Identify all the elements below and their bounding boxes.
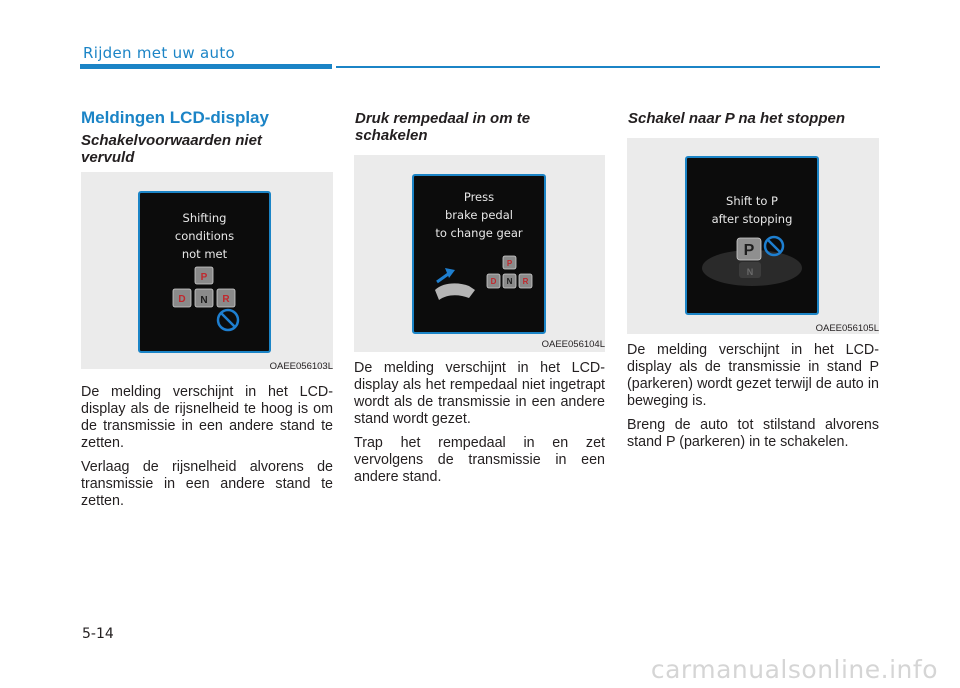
paragraph: De melding verschijnt in het LCD-display als de transmissie in stand P (parkeren) wordt gezet terwijl de auto in beweging is. xyxy=(627,342,879,409)
gear-label-d: D xyxy=(490,277,497,286)
screen-message: Shifting conditions not met xyxy=(174,211,235,261)
subhead-shifting-conditions: Schakelvoorwaarden niet vervuld xyxy=(81,132,262,166)
prohibition-icon xyxy=(218,310,238,330)
paragraph: De melding verschijnt in het LCD-display als de rijsnelheid te hoog is om de transmissie in een andere stand te zetten. xyxy=(81,384,333,451)
body-text-col1 xyxy=(81,384,333,517)
page-number: 5-14 xyxy=(82,626,114,642)
gear-label-r: R xyxy=(522,277,529,286)
paragraph: Verlaag de rijsnelheid alvorens de transmissie in een andere stand te zetten. xyxy=(81,459,333,509)
gear-label-d: D xyxy=(177,294,186,305)
figure-shifting-conditions xyxy=(81,172,333,372)
figure-code: OAEE056103L xyxy=(269,361,333,372)
foot-pedal-icon xyxy=(435,268,475,300)
paragraph: De melding verschijnt in het LCD-display als het rempedaal niet ingetrapt wordt als de transmissie in een andere stand wordt gezet. xyxy=(354,360,605,427)
gear-label-p: P xyxy=(743,242,755,259)
screen-message: Shift to P after stopping xyxy=(711,194,793,226)
gear-label-n: N xyxy=(746,267,754,277)
screen-message: Press brake pedal to change gear xyxy=(435,190,523,240)
gear-selector-icon xyxy=(697,228,807,288)
paragraph: Trap het rempedaal in en zet vervolgens de transmissie in een andere stand. xyxy=(354,435,605,485)
header-rule-thin xyxy=(336,66,880,68)
header-rule-thick xyxy=(80,64,332,69)
paragraph: Breng de auto tot stilstand alvorens stand P (parkeren) in te schakelen. xyxy=(627,417,879,450)
figure-shift-to-p xyxy=(627,138,879,334)
subhead-shift-to-p: Schakel naar P na het stoppen xyxy=(628,110,846,127)
lcd-screen xyxy=(138,191,271,353)
gear-selector-icon xyxy=(145,263,265,343)
brake-gear-illustration xyxy=(417,242,541,312)
watermark: carmanualsonline.info xyxy=(650,655,938,684)
figure-code: OAEE056105L xyxy=(815,323,879,334)
figure-code: OAEE056104L xyxy=(541,339,605,350)
gear-label-n: N xyxy=(199,295,208,306)
figure-press-brake xyxy=(354,155,605,352)
gear-label-r: R xyxy=(221,294,230,305)
gear-label-p: P xyxy=(506,259,513,268)
gear-label-n: N xyxy=(506,277,513,286)
gear-label-p: P xyxy=(200,272,207,283)
body-text-col3 xyxy=(627,342,879,458)
section-title: Meldingen LCD-display xyxy=(81,108,269,127)
body-text-col2 xyxy=(354,360,605,493)
lcd-screen xyxy=(412,174,546,334)
subhead-press-brake: Druk rempedaal in om te schakelen xyxy=(355,110,531,144)
running-header: Rijden met uw auto xyxy=(83,44,235,62)
lcd-screen xyxy=(685,156,819,315)
